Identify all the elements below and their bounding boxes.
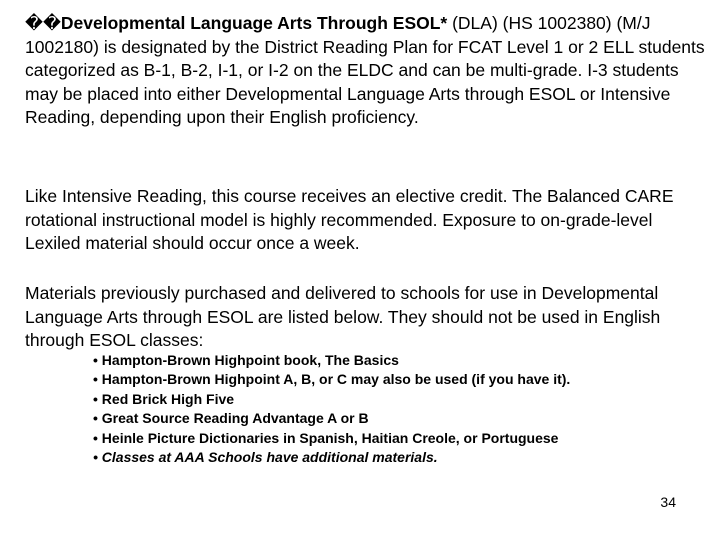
course-description-paragraph xyxy=(25,12,705,130)
credit-paragraph: Like Intensive Reading, this course receives an elective credit. The Balanced CARE rotational instructional model is highly recommended. Exposure to on-grade-level Lexiled material should occur once a week. xyxy=(25,186,674,253)
materials-list-item: • Heinle Picture Dictionaries in Spanish, Haitian Creole, or Portuguese xyxy=(93,429,559,446)
glyph-marker: �� xyxy=(25,13,61,33)
materials-list-item: • Hampton-Brown Highpoint book, The Basics xyxy=(93,352,399,368)
materials-list-item: • Hampton-Brown Highpoint A, B, or C may also be used (if you have it). xyxy=(93,371,571,388)
materials-intro-paragraph: Materials previously purchased and delivered to schools for use in Developmental Language Arts through ESOL are listed below. They should not be used in English through ESOL classes: xyxy=(25,283,661,350)
course-title: Developmental Language Arts Through ESOL* xyxy=(60,13,448,33)
course-description-body: (DLA) (HS 1002380) (M/J 1002180) is designated by the District Reading Plan for FCAT Level 1 or 2 ELL students categorized as B-1, B-2, I-1, or I-2 on the ELDC and can be multi-grade. I-3 students may be placed into either Developmental Language Arts through ESOL or Intensive Reading, depending upon their English proficiency. xyxy=(25,13,705,127)
materials-list-item: • Great Source Reading Advantage A or B xyxy=(93,410,369,427)
page-number: 34 xyxy=(660,494,676,510)
materials-list-item: • Classes at AAA Schools have additional materials. xyxy=(93,449,438,466)
materials-list-item: • Red Brick High Five xyxy=(93,390,235,407)
materials-list xyxy=(93,351,570,467)
